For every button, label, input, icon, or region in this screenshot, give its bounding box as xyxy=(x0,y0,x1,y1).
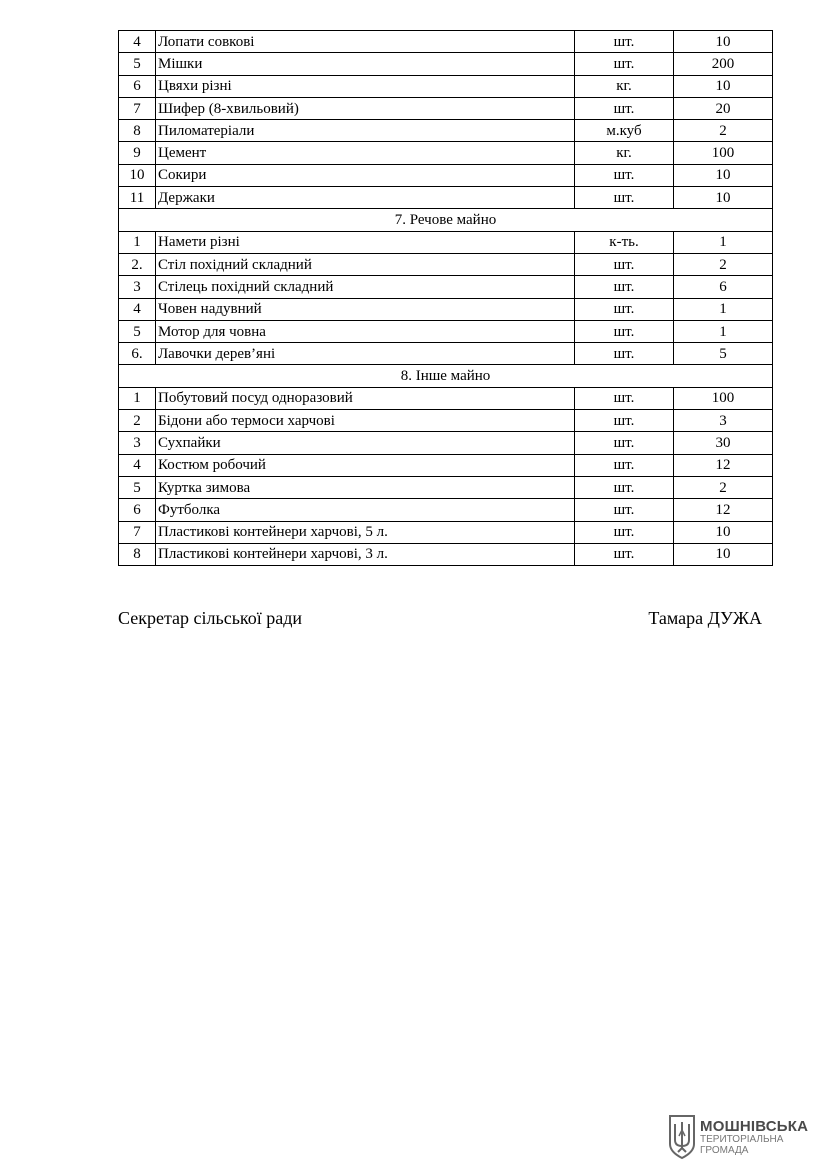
inventory-table xyxy=(118,30,773,566)
section-title: 7. Речове майно xyxy=(119,209,773,231)
table-row xyxy=(119,231,773,253)
trident-emblem-icon xyxy=(668,1114,696,1160)
item-name: Лавочки дерев’яні xyxy=(156,343,575,365)
row-number: 4 xyxy=(119,298,156,320)
item-quantity: 10 xyxy=(674,521,773,543)
item-name: Футболка xyxy=(156,499,575,521)
signature-position: Секретар сільської ради xyxy=(118,608,303,628)
item-name: Лопати совкові xyxy=(156,31,575,53)
table-row xyxy=(119,276,773,298)
item-unit: шт. xyxy=(575,31,674,53)
item-quantity: 20 xyxy=(674,97,773,119)
item-quantity: 2 xyxy=(674,253,773,275)
item-unit: шт. xyxy=(575,97,674,119)
row-number: 6 xyxy=(119,75,156,97)
item-quantity: 12 xyxy=(674,454,773,476)
item-name: Шифер (8-хвильовий) xyxy=(156,97,575,119)
item-name: Куртка зимова xyxy=(156,476,575,498)
table-row xyxy=(119,298,773,320)
table-row xyxy=(119,142,773,164)
item-unit: шт. xyxy=(575,276,674,298)
table-row xyxy=(119,187,773,209)
item-unit: шт. xyxy=(575,298,674,320)
item-quantity: 2 xyxy=(674,476,773,498)
item-quantity: 100 xyxy=(674,142,773,164)
item-quantity: 6 xyxy=(674,276,773,298)
row-number: 5 xyxy=(119,53,156,75)
table-row xyxy=(119,432,773,454)
item-name: Костюм робочий xyxy=(156,454,575,476)
table-row xyxy=(119,543,773,565)
logo-text xyxy=(700,1119,808,1156)
signature-name: Тамара ДУЖА xyxy=(648,608,762,628)
item-unit: шт. xyxy=(575,432,674,454)
section-header-row xyxy=(119,209,773,231)
logo-line-3: ГРОМАДА xyxy=(700,1144,749,1156)
item-name: Мішки xyxy=(156,53,575,75)
item-quantity: 10 xyxy=(674,164,773,186)
item-name: Сокири xyxy=(156,164,575,186)
item-quantity: 2 xyxy=(674,120,773,142)
item-quantity: 1 xyxy=(674,320,773,342)
item-unit: шт. xyxy=(575,499,674,521)
row-number: 4 xyxy=(119,454,156,476)
item-quantity: 100 xyxy=(674,387,773,409)
table-row xyxy=(119,499,773,521)
row-number: 5 xyxy=(119,320,156,342)
table-row xyxy=(119,253,773,275)
row-number: 8 xyxy=(119,120,156,142)
item-unit: шт. xyxy=(575,187,674,209)
row-number: 11 xyxy=(119,187,156,209)
table-row xyxy=(119,164,773,186)
logo-line-2: ТЕРИТОРІАЛЬНА xyxy=(700,1133,784,1145)
item-name: Цемент xyxy=(156,142,575,164)
item-quantity: 10 xyxy=(674,187,773,209)
item-name: Човен надувний xyxy=(156,298,575,320)
item-name: Пиломатеріали xyxy=(156,120,575,142)
item-name: Пластикові контейнери харчові, 5 л. xyxy=(156,521,575,543)
table-row xyxy=(119,476,773,498)
section-header-row xyxy=(119,365,773,387)
item-name: Держаки xyxy=(156,187,575,209)
item-unit: кг. xyxy=(575,75,674,97)
logo-line-1: МОШНІВСЬКА xyxy=(700,1117,809,1135)
item-name: Бідони або термоси харчові xyxy=(156,410,575,432)
item-quantity: 1 xyxy=(674,298,773,320)
item-quantity: 10 xyxy=(674,75,773,97)
row-number: 3 xyxy=(119,432,156,454)
table-row xyxy=(119,320,773,342)
community-logo xyxy=(668,1114,808,1160)
item-quantity: 5 xyxy=(674,343,773,365)
table-row xyxy=(119,120,773,142)
item-unit: к-ть. xyxy=(575,231,674,253)
item-unit: шт. xyxy=(575,387,674,409)
row-number: 3 xyxy=(119,276,156,298)
item-unit: шт. xyxy=(575,253,674,275)
table-row xyxy=(119,454,773,476)
item-unit: шт. xyxy=(575,476,674,498)
section-title: 8. Інше майно xyxy=(119,365,773,387)
item-name: Сухпайки xyxy=(156,432,575,454)
table-row xyxy=(119,97,773,119)
table-row xyxy=(119,387,773,409)
row-number: 6 xyxy=(119,499,156,521)
item-unit: шт. xyxy=(575,543,674,565)
item-quantity: 200 xyxy=(674,53,773,75)
item-name: Стіл похідний складний xyxy=(156,253,575,275)
table-row xyxy=(119,31,773,53)
row-number: 4 xyxy=(119,31,156,53)
inventory-table-body xyxy=(119,31,773,566)
table-row xyxy=(119,75,773,97)
item-quantity: 3 xyxy=(674,410,773,432)
table-row xyxy=(119,53,773,75)
row-number: 1 xyxy=(119,231,156,253)
row-number: 9 xyxy=(119,142,156,164)
item-name: Пластикові контейнери харчові, 3 л. xyxy=(156,543,575,565)
table-row xyxy=(119,343,773,365)
item-unit: шт. xyxy=(575,454,674,476)
row-number: 6. xyxy=(119,343,156,365)
row-number: 5 xyxy=(119,476,156,498)
row-number: 2 xyxy=(119,410,156,432)
table-row xyxy=(119,410,773,432)
item-quantity: 12 xyxy=(674,499,773,521)
item-quantity: 1 xyxy=(674,231,773,253)
signature-block xyxy=(118,608,762,629)
item-unit: шт. xyxy=(575,410,674,432)
item-unit: м.куб xyxy=(575,120,674,142)
item-unit: шт. xyxy=(575,164,674,186)
item-unit: шт. xyxy=(575,343,674,365)
item-unit: кг. xyxy=(575,142,674,164)
item-quantity: 30 xyxy=(674,432,773,454)
row-number: 2. xyxy=(119,253,156,275)
item-unit: шт. xyxy=(575,53,674,75)
item-quantity: 10 xyxy=(674,31,773,53)
item-quantity: 10 xyxy=(674,543,773,565)
item-name: Стілець похідний складний xyxy=(156,276,575,298)
row-number: 8 xyxy=(119,543,156,565)
row-number: 1 xyxy=(119,387,156,409)
item-name: Побутовий посуд одноразовий xyxy=(156,387,575,409)
item-unit: шт. xyxy=(575,521,674,543)
row-number: 10 xyxy=(119,164,156,186)
item-unit: шт. xyxy=(575,320,674,342)
item-name: Мотор для човна xyxy=(156,320,575,342)
table-row xyxy=(119,521,773,543)
row-number: 7 xyxy=(119,521,156,543)
row-number: 7 xyxy=(119,97,156,119)
item-name: Цвяхи різні xyxy=(156,75,575,97)
item-name: Намети різні xyxy=(156,231,575,253)
